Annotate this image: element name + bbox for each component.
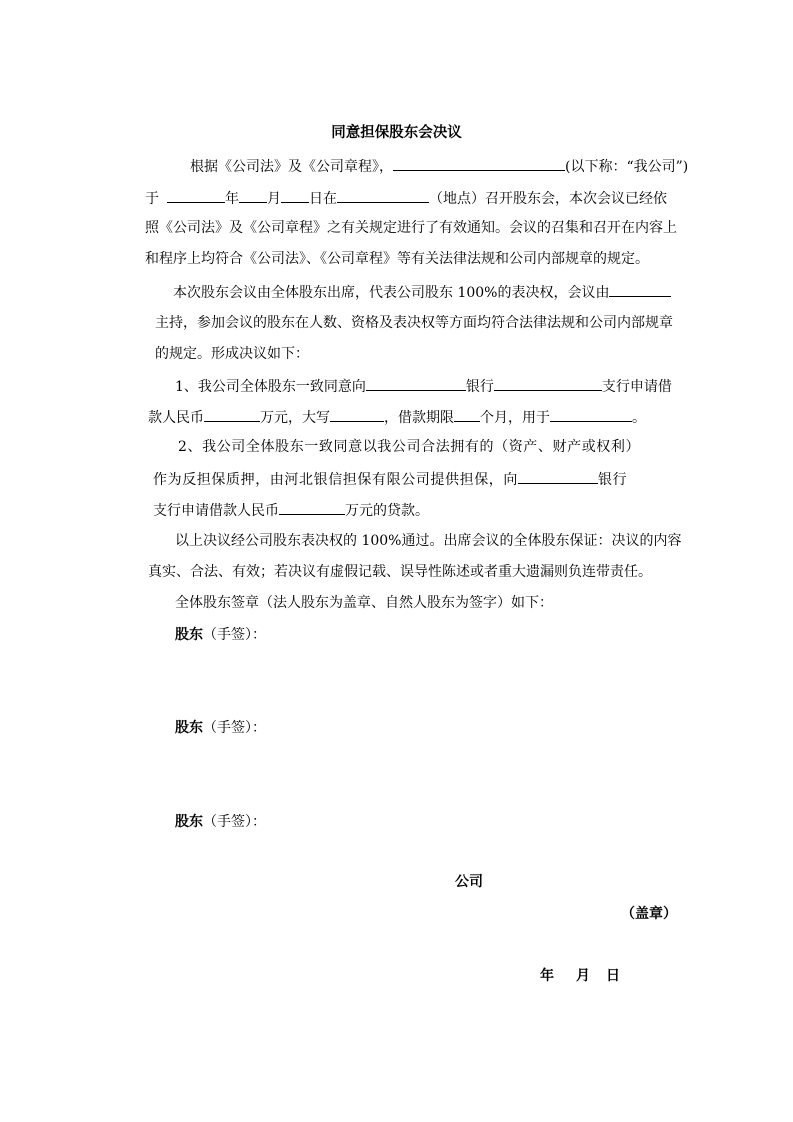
signature-instruction: 全体股东签章（法人股东为盖章、自然人股东为签字）如下： xyxy=(175,595,553,611)
shareholder-signature-3[interactable] xyxy=(175,812,266,832)
signature-label: 股东 xyxy=(175,720,203,736)
branch-blank[interactable] xyxy=(494,375,602,391)
paragraph-1-line-1 xyxy=(190,155,688,175)
signature-note: （手签）： xyxy=(203,814,266,830)
document-title: 同意担保股东会决议 xyxy=(331,124,462,141)
p1-day: 日在 xyxy=(309,191,337,207)
item1-rmb: 款人民币 xyxy=(148,410,204,426)
lender-bank-blank[interactable] xyxy=(366,375,466,391)
item-1-line-1 xyxy=(175,375,672,395)
amount-words-blank[interactable] xyxy=(330,406,384,422)
item-2-line-3 xyxy=(153,499,429,519)
paragraph-1-line-2 xyxy=(145,187,667,207)
paragraph-1-line-3: 照《公司法》及《公司章程》之有关规定进行了有效通知。会议的召集和召开在内容上 xyxy=(145,220,677,236)
signature-label: 股东 xyxy=(175,627,203,643)
amount-blank[interactable] xyxy=(204,406,260,422)
bank-blank[interactable] xyxy=(518,468,598,484)
company-label: 公司 xyxy=(455,874,483,890)
item2-text-c: 万元的贷款。 xyxy=(345,503,429,519)
date-year: 年 xyxy=(540,968,554,984)
chair-blank[interactable] xyxy=(609,281,671,297)
signature-note: （手签）： xyxy=(203,627,266,643)
item-2-line-1: 2、我公司全体股东一致同意以我公司合法拥有的（资产、财产或权利） xyxy=(178,439,641,455)
purpose-blank[interactable] xyxy=(550,406,632,422)
seal-label: （盖章） xyxy=(621,906,677,922)
item1-bank: 银行 xyxy=(465,379,494,395)
paragraph-2-line-2: 主持，参加会议的股东在人数、资格及表决权等方面均符合法律法规和公司内部规章 xyxy=(155,315,673,331)
paragraph-3-line-1: 以上决议经公司股东表决权的 100%通过。出席会议的全体股东保证：决议的内容 xyxy=(175,533,682,549)
paragraph-3-line-2: 真实、合法、有效；若决议有虚假记载、误导性陈述或者重大遗漏则负连带责任。 xyxy=(148,564,652,580)
year-blank[interactable] xyxy=(167,187,225,203)
day-blank[interactable] xyxy=(281,187,309,203)
company-name-blank[interactable] xyxy=(393,155,565,171)
item-2-line-2 xyxy=(153,468,627,488)
item1-term: ，借款期限 xyxy=(384,410,454,426)
date-month: 月 xyxy=(576,968,590,984)
p1-location-text: （地点）召开股东会，本次会议已经依 xyxy=(429,191,667,207)
date-day: 日 xyxy=(606,968,620,984)
item1-text-c: 支行申请借 xyxy=(601,379,672,395)
p1-yu: 于 xyxy=(145,191,159,207)
term-blank[interactable] xyxy=(454,406,480,422)
p1-text-b: (以下称：“我公司”) xyxy=(565,159,689,175)
item1-text-a: 1、我公司全体股东一致同意向 xyxy=(175,379,366,395)
paragraph-1-line-4: 和程序上均符合《公司法》、《公司章程》等有关法律法规和公司内部规章的规定。 xyxy=(145,251,649,267)
p1-text-a: 根据《公司法》及《公司章程》， xyxy=(190,159,393,175)
item2-text-b: 支行申请借款人民币 xyxy=(153,503,279,519)
item2-bank: 银行 xyxy=(598,472,628,488)
p1-year: 年 xyxy=(225,191,239,207)
paragraph-2-line-1 xyxy=(173,281,671,301)
signature-label: 股东 xyxy=(175,814,203,830)
signature-note: （手签）： xyxy=(203,720,266,736)
paragraph-2-line-3: 的规定。形成决议如下： xyxy=(155,346,309,362)
p1-month: 月 xyxy=(267,191,281,207)
item-1-line-2 xyxy=(148,406,646,426)
item1-purpose: 个月，用于 xyxy=(480,410,550,426)
loan-amount-blank[interactable] xyxy=(279,499,345,515)
month-blank[interactable] xyxy=(239,187,267,203)
location-blank[interactable] xyxy=(337,187,429,203)
date-line xyxy=(540,966,620,986)
item1-daxie: 万元，大写 xyxy=(260,410,330,426)
item2-text-a: 作为反担保质押，由河北银信担保有限公司提供担保，向 xyxy=(153,472,518,488)
p2-text: 本次股东会议由全体股东出席，代表公司股东 100%的表决权，会议由 xyxy=(173,285,610,301)
item1-end: 。 xyxy=(632,410,646,426)
shareholder-signature-2[interactable] xyxy=(175,718,266,738)
shareholder-signature-1[interactable] xyxy=(175,625,266,645)
